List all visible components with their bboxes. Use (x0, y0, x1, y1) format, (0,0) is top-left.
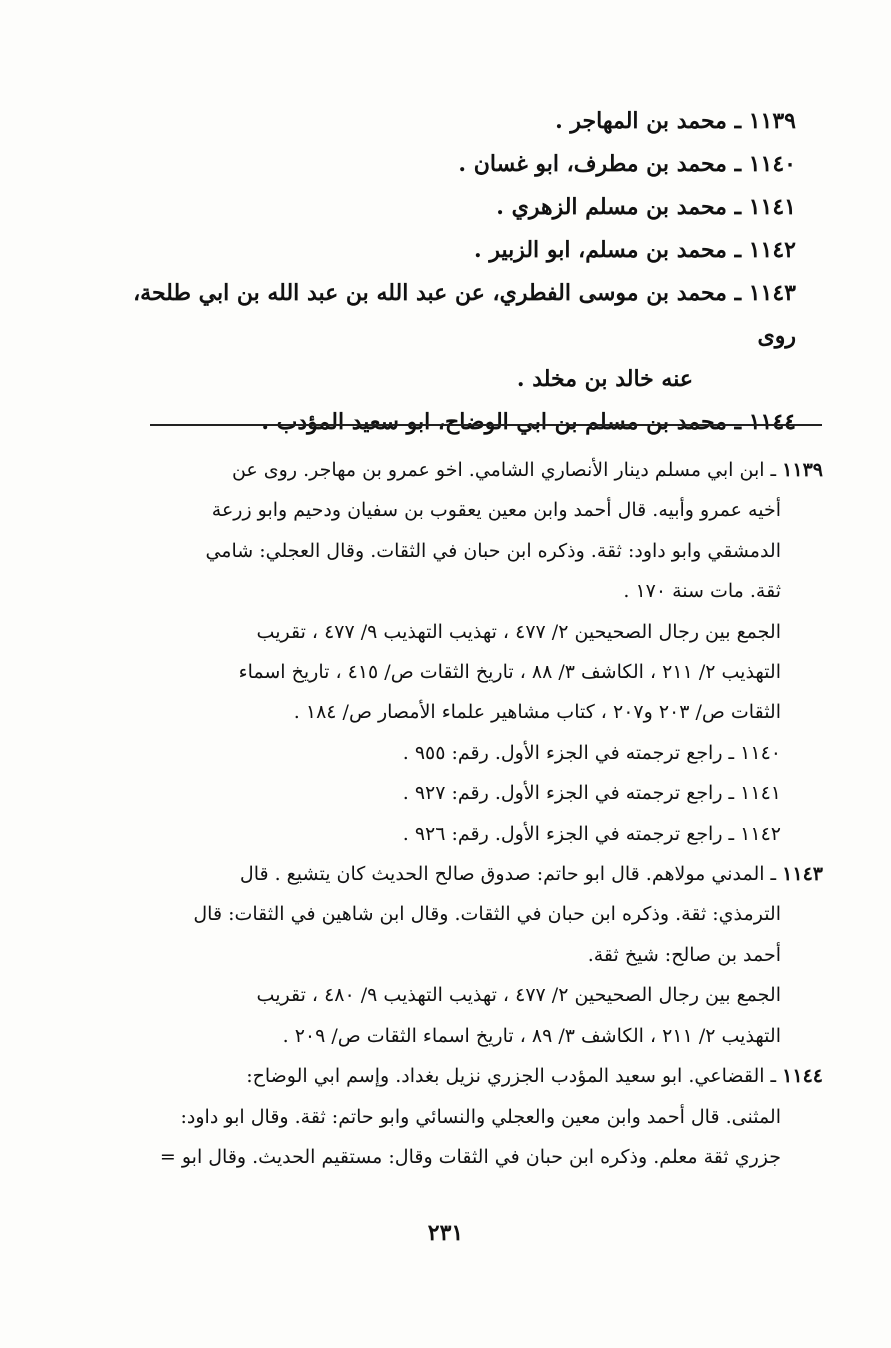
entry-text: ١١٤٠ ـ محمد بن مطرف، ابو غسان . (458, 151, 796, 177)
footnote-line: جزري ثقة معلم. وذكره ابن حبان في الثقات وقال: مستقيم الحديث. وقال ابو = (159, 1145, 781, 1168)
footnote-1141 (123, 773, 823, 813)
entry-1140 (96, 143, 796, 186)
footnote-line: الترمذي: ثقة. وذكره ابن حبان في الثقات. وقال ابن شاهين في الثقات: قال (193, 903, 781, 926)
footnote-text: ١١٤٠ ـ راجع ترجمته في الجزء الأول. رقم: ٩٥٥ . (402, 741, 781, 764)
footnote-reference: التهذيب ٢/ ٢١١ ، الكاشف ٣/ ٨٩ ، تاريخ اسماء الثقات ص/ ٢٠٩ . (282, 1024, 781, 1047)
entry-text: ١١٤١ ـ محمد بن مسلم الزهري . (496, 194, 796, 220)
footnote-1143 (123, 854, 823, 1056)
entry-1144 (96, 401, 796, 444)
page-number: ٢٣١ (427, 1220, 464, 1246)
entry-text: ١١٣٩ ـ محمد بن المهاجر . (555, 108, 796, 134)
footnote-divider (150, 424, 822, 426)
footnote-line: ثقة. مات سنة ١٧٠ . (623, 580, 781, 603)
footnote-number: ١١٣٩ (782, 459, 823, 481)
entry-1139 (96, 100, 796, 143)
footnotes (123, 450, 823, 1177)
footnote-reference: الجمع بين رجال الصحيحين ٢/ ٤٧٧ ، تهذيب التهذيب ٩/ ٤٧٧ ، تقريب (256, 620, 781, 643)
entry-1143 (96, 272, 796, 401)
entry-text: ١١٤٣ ـ محمد بن موسى الفطري، عن عبد الله بن عبد الله بن ابي طلحة، روى (133, 280, 796, 349)
footnote-reference: الجمع بين رجال الصحيحين ٢/ ٤٧٧ ، تهذيب التهذيب ٩/ ٤٨٠ ، تقريب (256, 984, 781, 1007)
footnote-1144 (123, 1056, 823, 1177)
footnote-1142 (123, 814, 823, 854)
entry-1142 (96, 229, 796, 272)
footnote-line: الدمشقي وابو داود: ثقة. وذكره ابن حبان في الثقات. وقال العجلي: شامي (205, 539, 781, 562)
footnote-reference: الثقات ص/ ٢٠٣ و٢٠٧ ، كتاب مشاهير علماء الأمصار ص/ ١٨٤ . (293, 701, 781, 724)
entry-continuation: عنه خالد بن مخلد . (516, 366, 693, 392)
entries-list (96, 100, 796, 444)
footnote-1140 (123, 733, 823, 773)
footnote-number: ١١٤٤ (782, 1065, 823, 1088)
footnote-line (123, 450, 823, 490)
footnote-line: أخيه عمرو وأبيه. قال أحمد وابن معين يعقوب بن سفيان ودحيم وابو زرعة (211, 499, 781, 522)
entry-1141 (96, 186, 796, 229)
footnote-text: ـ ابن ابي مسلم دينار الأنصاري الشامي. اخو عمرو بن مهاجر. روى عن (231, 459, 777, 481)
footnote-line: المثنى. قال أحمد وابن معين والعجلي والنسائي وابو حاتم: ثقة. وقال ابو داود: (180, 1105, 781, 1128)
footnote-text: ١١٤١ ـ راجع ترجمته في الجزء الأول. رقم: ٩٢٧ . (402, 782, 781, 805)
footnote-reference: التهذيب ٢/ ٢١١ ، الكاشف ٣/ ٨٨ ، تاريخ الثقات ص/ ٤١٥ ، تاريخ اسماء (238, 661, 781, 684)
footnote-line: أحمد بن صالح: شيخ ثقة. (587, 943, 781, 966)
footnote-text: ـ القضاعي. ابو سعيد المؤدب الجزري نزيل بغداد. وإسم ابي الوضاح: (246, 1065, 777, 1088)
footnote-line (123, 854, 823, 894)
entry-text: ١١٤٤ ـ محمد بن مسلم بن ابي الوضاح، ابو سعيد المؤدب . (261, 409, 796, 435)
entry-text: ١١٤٢ ـ محمد بن مسلم، ابو الزبير . (474, 237, 796, 263)
footnote-1139 (123, 450, 823, 733)
footnote-text: ١١٤٢ ـ راجع ترجمته في الجزء الأول. رقم: ٩٢٦ . (402, 822, 781, 845)
footnote-line (123, 1056, 823, 1096)
footnote-number: ١١٤٣ (782, 863, 823, 886)
footnote-text: ـ المدني مولاهم. قال ابو حاتم: صدوق صالح الحديث كان يتشيع . قال (239, 863, 777, 886)
